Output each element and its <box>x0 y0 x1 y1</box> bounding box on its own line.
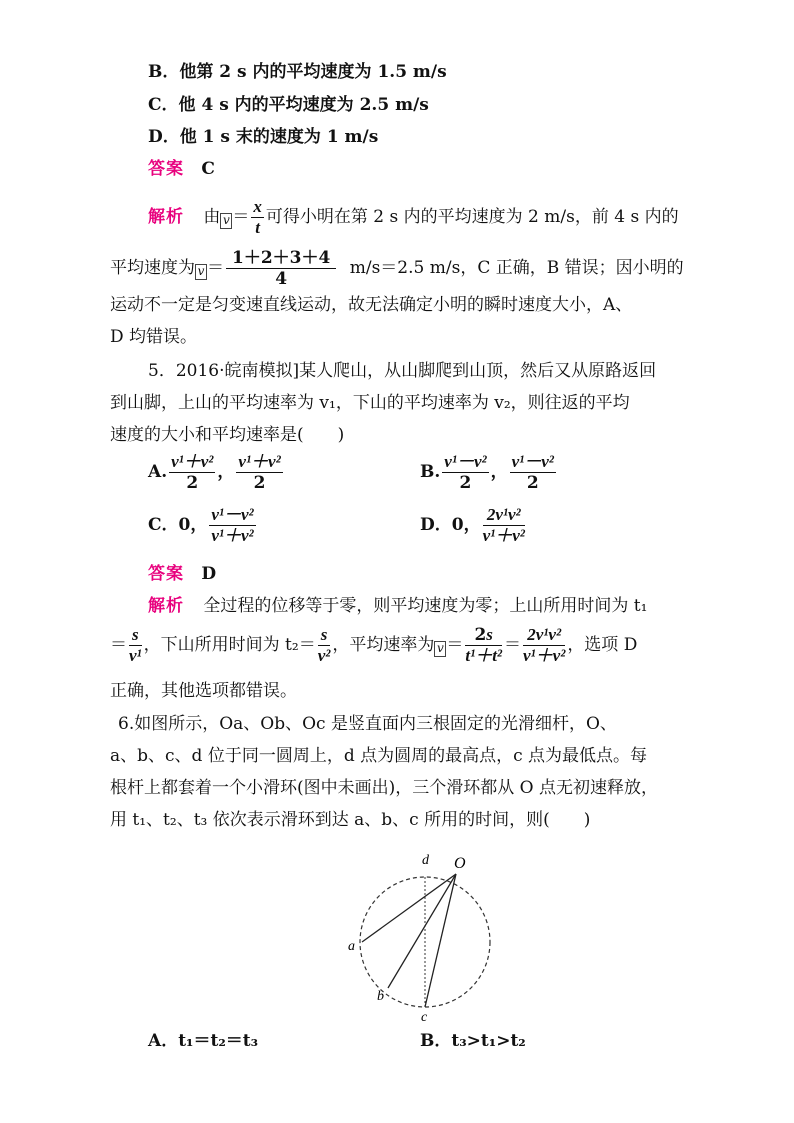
q4-analysis-line4: D 均错误。 <box>110 327 198 347</box>
q5-analysis-line2: ＝ $\frac{s}{\text{v¹}}$ ，下山所用时间为 t₂＝ $\frac{s}{\text{v²}}$ ，平均速率为 v ＝ $\frac{2s}{\text{t¹＋t²}}$ ＝ $\frac{\text{2v¹v²}}{\text{v¹＋v²}}$ ，选项 D <box>110 625 638 665</box>
q6-stem-line2: a、b、c、d 位于同一圆周上，d 点为圆周的最高点，c 点为最低点。每 <box>110 746 648 766</box>
circle-rods-diagram <box>330 842 500 1022</box>
q6-option-a: A．t₁＝t₂＝t₃ <box>148 1031 259 1051</box>
q5-answer-row: 答案 D <box>148 564 217 584</box>
label-d: d <box>422 853 429 868</box>
q6-stem-line4: 用 t₁、t₂、t₃ 依次表示滑环到达 a、b、c 所用的时间，则( ) <box>110 810 591 830</box>
q5-option-d: D．0， $\frac{\text{2v¹v²}}{\text{v¹＋v²}}$ <box>420 505 525 545</box>
q5-analysis-line1: 解析 全过程的位移等于零，则平均速度为零；上山所用时间为 t₁ <box>148 596 648 616</box>
label-b: b <box>377 989 384 1004</box>
q6-option-b: B．t₃>t₁>t₂ <box>420 1031 526 1051</box>
label-o: O <box>454 855 466 872</box>
q5-option-c: C．0， $\frac{\text{v¹－v²}}{\text{v¹＋v²}}$ <box>148 505 254 545</box>
label-c: c <box>421 1010 428 1022</box>
vbar-icon: v <box>195 264 207 280</box>
fraction: $\frac{x}{t}$ <box>253 197 262 237</box>
answer-label: 答案 <box>148 159 184 179</box>
q5-stem-line1: 5．2016·皖南模拟]某人爬山，从山脚爬到山顶，然后又从原路返回 <box>148 361 657 381</box>
q5-stem-line3: 速度的大小和平均速率是( ) <box>110 425 345 445</box>
q6-stem-line3: 根杆上都套着一个小滑环(图中未画出)，三个滑环都从 O 点无初速释放， <box>110 778 659 798</box>
q5-analysis-line3: 正确，其他选项都错误。 <box>110 681 297 701</box>
q4-option-b: B．他第 2 s 内的平均速度为 1.5 m/s <box>148 62 447 82</box>
q6-stem-line1: 6.如图所示，Oa、Ob、Oc 是竖直面内三根固定的光滑细杆，O、 <box>118 714 617 734</box>
q4-analysis-line3: 运动不一定是匀变速直线运动，故无法确定小明的瞬时速度大小，A、 <box>110 295 633 315</box>
fraction: $\frac{1+2+3+4}{4}$ <box>226 248 336 289</box>
vbar-icon: v <box>434 641 446 657</box>
answer-value: C <box>201 159 215 179</box>
q5-option-a: A. $\frac{\text{v¹＋v²}}{2}$ ， $\frac{\text{v¹＋v²}}{2}$ <box>148 452 281 493</box>
q4-analysis-line2: 平均速度为 v ＝ $\frac{1+2+3+4}{4}$ m/s＝2.5 m/s，C 正确，B 错误；因小明的 <box>110 248 684 289</box>
q4-answer-row <box>148 158 215 180</box>
q4-option-c: C．他 4 s 内的平均速度为 2.5 m/s <box>148 95 429 115</box>
q4-analysis-line1: 解析 由 v ＝ $\frac{x}{t}$ 可得小明在第 2 s 内的平均速度为 2 m/s，前 4 s 内的 <box>148 197 679 237</box>
q5-stem-line2: 到山脚，上山的平均速率为 v₁，下山的平均速率为 v₂，则往返的平均 <box>110 393 630 413</box>
q4-option-d: D．他 1 s 末的速度为 1 m/s <box>148 127 379 147</box>
q5-option-b: B. $\frac{\text{v¹－v²}}{2}$ ， $\frac{\text{v¹－v²}}{2}$ <box>420 452 554 493</box>
analysis-label: 解析 <box>148 207 184 227</box>
label-a: a <box>348 939 355 954</box>
vbar-icon: v <box>220 213 232 229</box>
rod-oc <box>425 874 456 1007</box>
rod-ob <box>388 874 456 988</box>
